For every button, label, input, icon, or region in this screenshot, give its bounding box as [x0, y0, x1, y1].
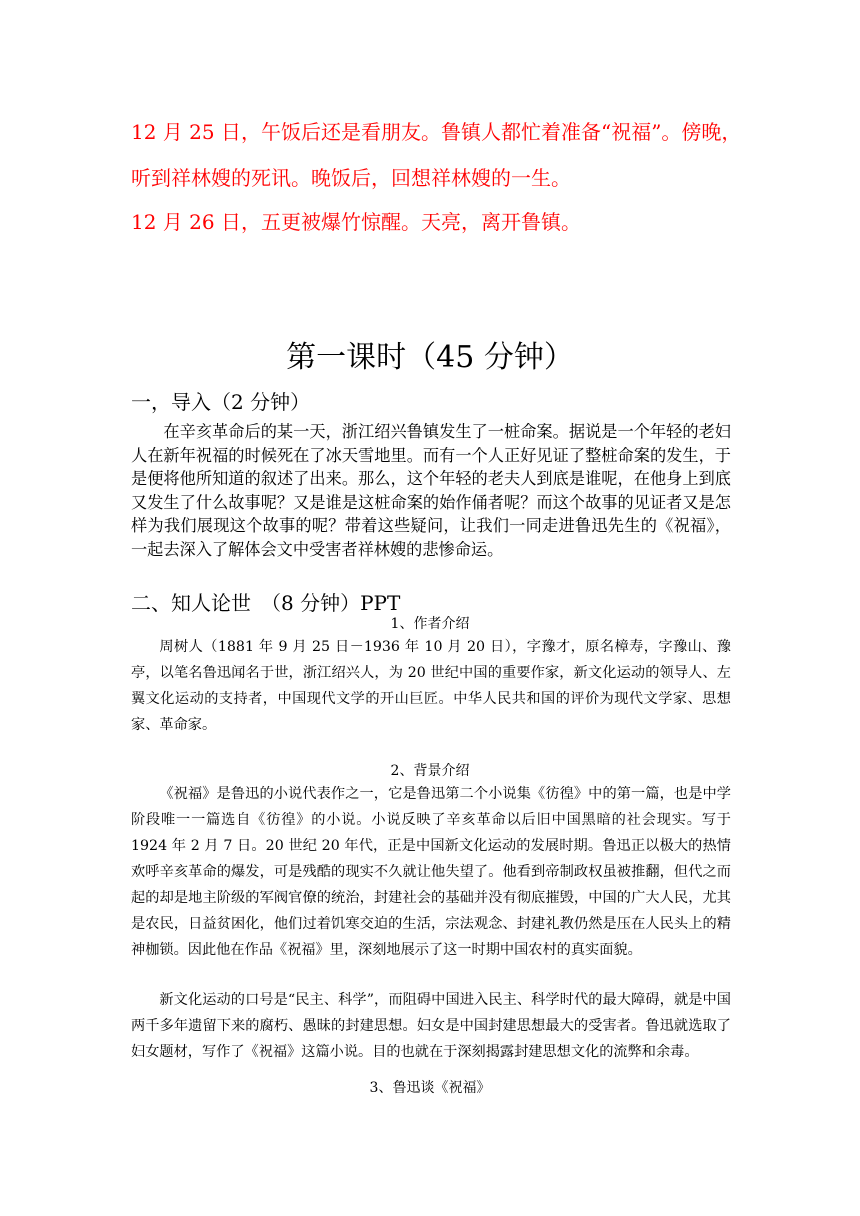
author-intro-text: 周树人（1881 年 9 月 25 日－1936 年 10 月 20 日），字豫才，原名樟寿，字豫山、豫亭，以笔名鲁迅闻名于世，浙江绍兴人，为 20 世纪中国的重要作家，新文化运动的领导人、左翼文化运动的支持者，中国现代文学的开山巨匠。中华人民共和国的评价为现代文学家、思想家、革命家。	[131, 639, 731, 733]
background-text-2: 新文化运动的口号是“民主、科学”，而阻碍中国进入民主、科学时代的最大障碍，就是中国两千多年遗留下来的腐朽、愚昧的封建思想。妇女是中国封建思想最大的受害者。鲁迅就选取了妇女题材，写作了《祝福》这篇小说。目的也就在于深刻揭露封建思想文化的流弊和余毒。	[131, 992, 731, 1060]
section2-heading: 二、知人论世 （8 分钟）PPT	[131, 591, 401, 615]
red-line-1: 12 月 25 日，午饭后还是看朋友。鲁镇人都忙着准备“祝福”。傍晚，	[131, 120, 742, 144]
luxun-on-zhufu-title: 3、鲁迅谈《祝福》	[369, 1080, 491, 1096]
red-line-2: 听到祥林嫂的死讯。晚饭后，回想祥林嫂的一生。	[131, 166, 571, 190]
red-line-3: 12 月 26 日，五更被爆竹惊醒。天亮，离开鲁镇。	[131, 210, 581, 234]
section1-paragraph: 在辛亥革命后的某一天，浙江绍兴鲁镇发生了一桩命案。据说是一个年轻的老妇人在新年祝福的时候死在了冰天雪地里。而有一个人正好见证了整桩命案的发生，于是便将他所知道的叙述了出来。那么，这个年轻的老夫人到底是谁呢，在他身上到底又发生了什么故事呢？又是谁是这桩命案的始作俑者呢？而这个故事的见证者又是怎样为我们展现这个故事的呢？带着这些疑问，让我们一同走进鲁迅先生的《祝福》，一起去深入了解体会文中受害者祥林嫂的悲惨命运。	[131, 422, 731, 559]
background-title: 2、背景介绍	[390, 763, 470, 779]
background-text-1: 《祝福》是鲁迅的小说代表作之一，它是鲁迅第二个小说集《彷徨》中的第一篇，也是中学阶段唯一一篇选自《彷徨》的小说。小说反映了辛亥革命以后旧中国黑暗的社会现实。写于 1924 年 2 月 7 日。20 世纪 20 年代，正是中国新文化运动的发展时期。鲁迅正以极大的热情欢呼辛亥革命的爆发，可是残酷的现实不久就让他失望了。他看到帝制政权虽被推翻，但代之而起的却是地主阶级的军阀官僚的统治，封建社会的基础并没有彻底摧毁，中国的广大人民，尤其是农民，日益贫困化，他们过着饥寒交迫的生活，宗法观念、封建礼教仍然是压在人民头上的精神枷锁。因此他在作品《祝福》里，深刻地展示了这一时期中国农村的真实面貌。	[131, 786, 731, 958]
author-intro-title: 1、作者介绍	[390, 616, 470, 632]
section1-heading: 一，导入（2 分钟）	[131, 390, 311, 414]
lesson-title: 第一课时（45 分钟）	[286, 340, 574, 375]
